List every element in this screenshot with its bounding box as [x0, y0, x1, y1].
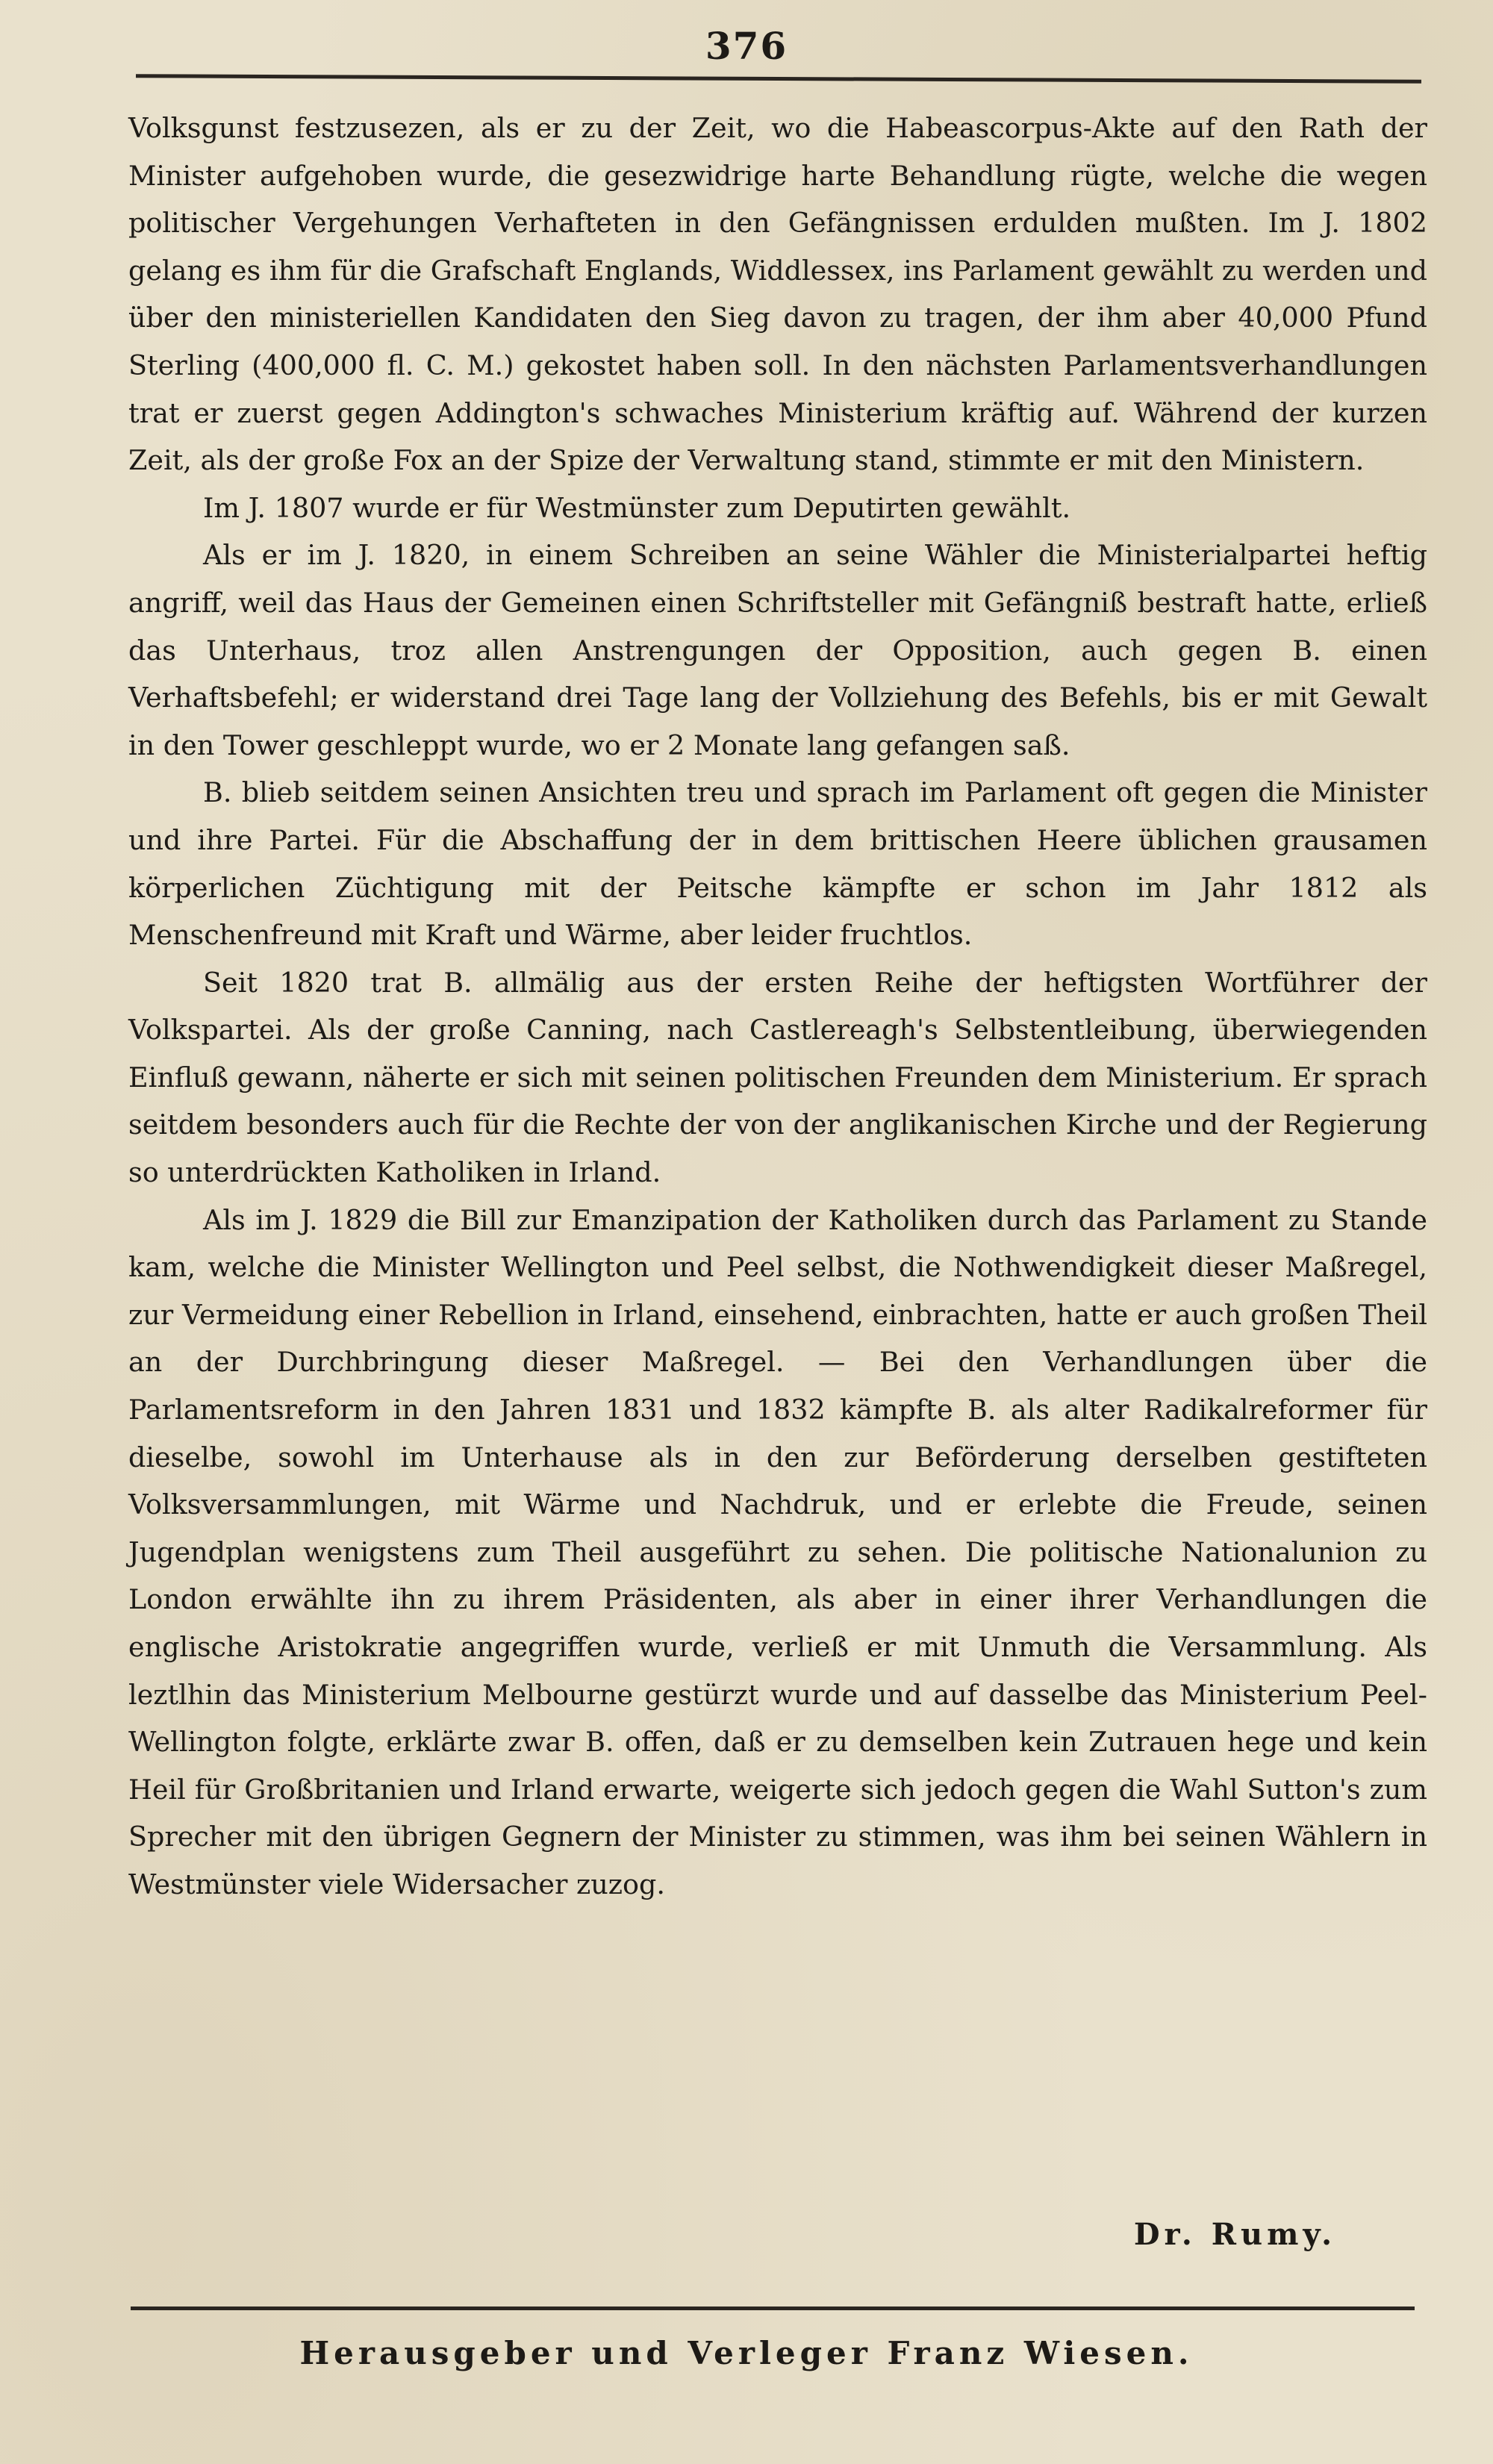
article-body [128, 105, 1427, 1909]
paragraph: Volksgunst festzusezen, als er zu der Zeit, wo die Habeascorpus-Akte auf den Rath der Minister aufgehoben wurde, die gesezwidrige harte Behandlung rügte, welche die wegen politischer Vergehungen Verhafteten in den Gefängnissen erdulden mußten. Im J. 1802 gelang es ihm für die Grafschaft Englands, Widdlessex, ins Parlament gewählt zu werden und über den ministeriellen Kandidaten den Sieg davon zu tragen, der ihm aber 40,000 Pfund Sterling (400,000 fl. C. M.) gekostet haben soll. In den nächsten Parlamentsverhandlungen trat er zuerst gegen Addington's schwaches Ministerium kräftig auf. Während der kurzen Zeit, als der große Fox an der Spize der Verwaltung stand, stimmte er mit den Ministern. [128, 112, 1427, 477]
author-signature: Dr. Rumy. [1133, 2217, 1336, 2252]
paragraph: B. blieb seitdem seinen Ansichten treu und sprach im Parlament oft gegen die Minister und ihre Partei. Für die Abschaffung der in dem brittischen Heere üblichen grausamen körperlichen Züchtigung mit der Peitsche kämpfte er schon im Jahr 1812 als Menschenfreund mit Kraft und Wärme, aber leider fruchtlos. [128, 776, 1427, 952]
publisher-imprint: Herausgeber und Verleger Franz Wiesen. [299, 2335, 1194, 2371]
paragraph: Als er im J. 1820, in einem Schreiben an seine Wähler die Ministerialpartei heftig angriff, weil das Haus der Gemeinen einen Schriftsteller mit Gefängniß bestraft hatte, erließ das Unterhaus, troz allen Anstrengungen der Opposition, auch gegen B. einen Verhaftsbefehl; er widerstand drei Tage lang der Vollziehung des Befehls, bis er mit Gewalt in den Tower geschleppt wurde, wo er 2 Monate lang gefangen saß. [128, 539, 1427, 761]
footer-rule [131, 2307, 1415, 2310]
header-rule [136, 74, 1421, 84]
page-number: 376 [705, 24, 788, 68]
paragraph: Als im J. 1829 die Bill zur Emanzipation der Katholiken durch das Parlament zu Stande kam, welche die Minister Wellington und Peel selbst, die Nothwendigkeit dieser Maßregel, zur Vermeidung einer Rebellion in Irland, einsehend, einbrachten, hatte er auch großen Theil an der Durchbringung dieser Maßregel. — Bei den Verhandlungen über die Parlamentsreform in den Jahren 1831 und 1832 kämpfte B. als alter Radikalreformer für dieselbe, sowohl im Unterhause als in den zur Beförderung derselben gestifteten Volksversammlungen, mit Wärme und Nachdruk, und er erlebte die Freude, seinen Jugendplan wenigstens zum Theil ausgeführt zu sehen. Die politische Nationalunion zu London erwählte ihn zu ihrem Präsidenten, als aber in einer ihrer Verhandlungen die englische Aristokratie angegriffen wurde, verließ er mit Unmuth die Versammlung. Als leztlhin das Ministerium Melbourne gestürzt wurde und auf dasselbe das Ministerium Peel-Wellington folgte, erklärte zwar B. offen, daß er zu demselben kein Zutrauen hege und kein Heil für Großbritanien und Irland erwarte, weigerte sich jedoch gegen die Wahl Sutton's zum Sprecher mit den übrigen Gegnern der Minister zu stimmen, was ihm bei seinen Wählern in Westmünster viele Widersacher zuzog. [128, 1203, 1427, 1900]
paragraph: Im J. 1807 wurde er für Westmünster zum Deputirten gewählt. [203, 491, 1071, 524]
paragraph: Seit 1820 trat B. allmälig aus der ersten Reihe der heftigsten Wortführer der Volkspartei. Als der große Canning, nach Castlereagh's Selbstentleibung, überwiegenden Einfluß gewann, näherte er sich mit seinen politischen Freunden dem Ministerium. Er sprach seitdem besonders auch für die Rechte der von der anglikanischen Kirche und der Regierung so unterdrückten Katholiken in Irland. [128, 966, 1427, 1189]
